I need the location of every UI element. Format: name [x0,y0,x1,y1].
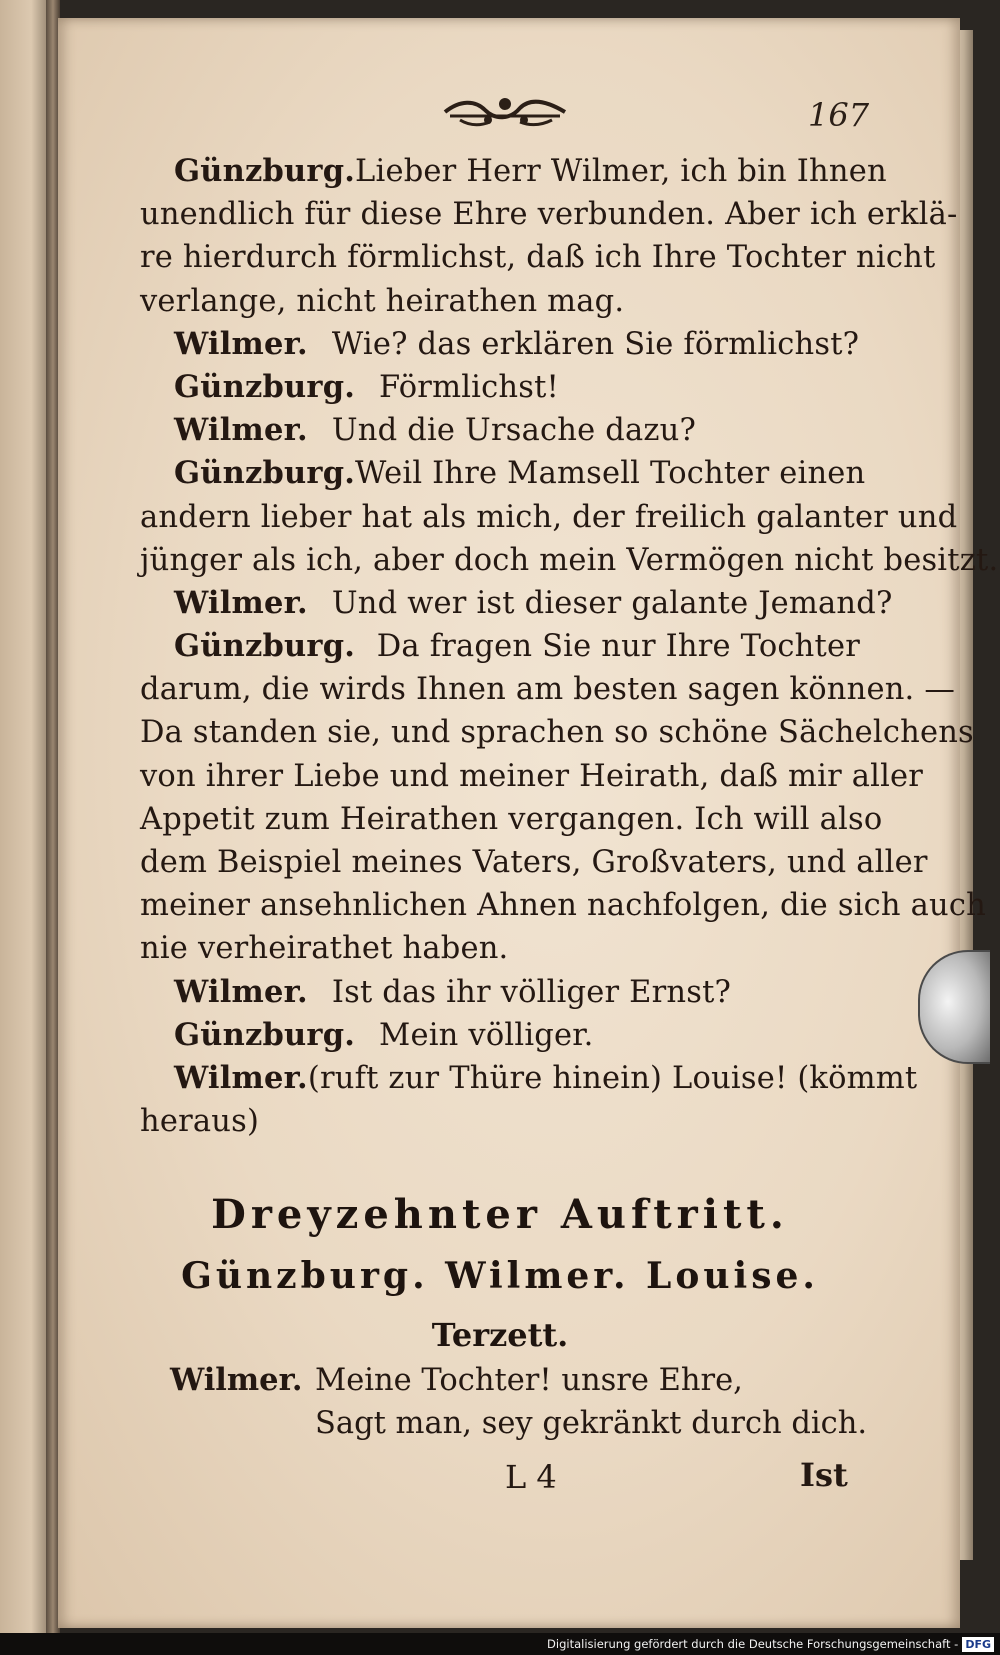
text-line [140,927,860,970]
line-text: (ruft zur Thüre hinein) Louise! (kömmt [307,1060,918,1096]
text-line [140,366,860,409]
text-line [140,150,887,193]
speaker-name: Wilmer. [174,973,308,1010]
line-text: unendlich für diese Ehre verbunden. Aber ich erklä- [140,197,958,233]
line-text: Mein völliger. [379,1017,594,1053]
line-text: re hierdurch förmlichst, daß ich Ihre Tochter nicht [140,240,936,276]
line-text: Appetit zum Heirathen vergangen. Ich will also [140,801,883,837]
text-line [140,798,883,841]
verse-text: Meine Tochter! unsre Ehre, [315,1363,743,1398]
line-text: heraus) [140,1104,260,1140]
line-text: Und die Ursache dazu? [331,413,697,449]
scene-subheading: Terzett. [431,1316,569,1354]
speaker-name: Günzburg. [174,1016,356,1053]
line-text: darum, die wirds Ihnen am besten sagen können. — [140,672,956,708]
text-line [140,1014,860,1057]
text-line [140,409,860,452]
text-line [140,323,860,366]
line-text: von ihrer Liebe und meiner Heirath, daß mir aller [140,758,924,794]
text-line [140,539,999,582]
text-line [140,841,928,884]
line-text: Weil Ihre Mamsell Tochter einen [355,456,866,492]
text-line [140,668,956,711]
line-text: nie verheirathet haben. [140,931,509,967]
verse-text: Sagt man, sey gekränkt durch dich. [315,1406,868,1441]
footer-credit: Digitalisierung gefördert durch die Deutsche Forschungsgemeinschaft - [547,1637,959,1651]
previous-page-edge [0,0,52,1655]
line-text: andern lieber hat als mich, der freilich galanter und [140,499,958,535]
scene-heading: Dreyzehnter Auftritt. [211,1191,789,1238]
speaker-name: Günzburg. [174,455,356,492]
text-line [140,755,924,798]
speaker-name: Wilmer. [174,412,308,449]
line-text: Und wer ist dieser galante Jemand? [331,585,893,621]
verse-line [170,1406,867,1441]
line-text: Lieber Herr Wilmer, ich bin Ihnen [355,154,887,189]
line-text: jünger als ich, aber doch mein Vermögen nicht besitzt. [140,542,999,578]
digitization-footer [0,1633,1000,1655]
speaker-name: Günzburg. [174,368,356,405]
text-line [140,582,893,625]
verse-speaker: Wilmer. [170,1362,303,1398]
speaker-name: Wilmer. [174,325,308,362]
dialogue-text [140,150,999,1143]
text-line [140,884,987,927]
ornament-icon [440,90,570,130]
speaker-name: Wilmer. [174,584,308,621]
text-line [140,625,860,668]
line-text: verlange, nicht heirathen mag. [140,283,625,319]
line-text: Wie? das erklären Sie förmlichst? [331,326,860,362]
text-line [140,711,974,754]
text-line [140,1057,918,1100]
catchword: Ist [800,1456,848,1494]
text-line [140,452,866,495]
speaker-name: Günzburg. [174,628,356,665]
line-text: Da fragen Sie nur Ihre Tochter [376,629,860,665]
dfg-logo: DFG [962,1637,994,1652]
text-line [140,1100,860,1143]
text-line [140,236,936,279]
text-line [140,971,860,1014]
line-text: Förmlichst! [379,369,560,405]
scene-characters: Günzburg. Wilmer. Louise. [181,1255,819,1297]
speaker-name: Wilmer. [174,1059,308,1096]
line-text: Da standen sie, und sprachen so schöne Sächelchens [140,715,974,751]
signature-mark: L 4 [505,1458,557,1496]
text-line [140,496,958,539]
line-text: dem Beispiel meines Vaters, Großvaters, und aller [140,845,928,880]
text-line [140,193,958,236]
line-text: Ist das ihr völliger Ernst? [331,974,732,1010]
text-line [140,280,860,323]
verse-line [170,1362,743,1398]
line-text: meiner ansehnlichen Ahnen nachfolgen, die sich auch [140,888,987,924]
speaker-name: Günzburg. [174,153,356,189]
page-number: 167 [808,96,870,134]
